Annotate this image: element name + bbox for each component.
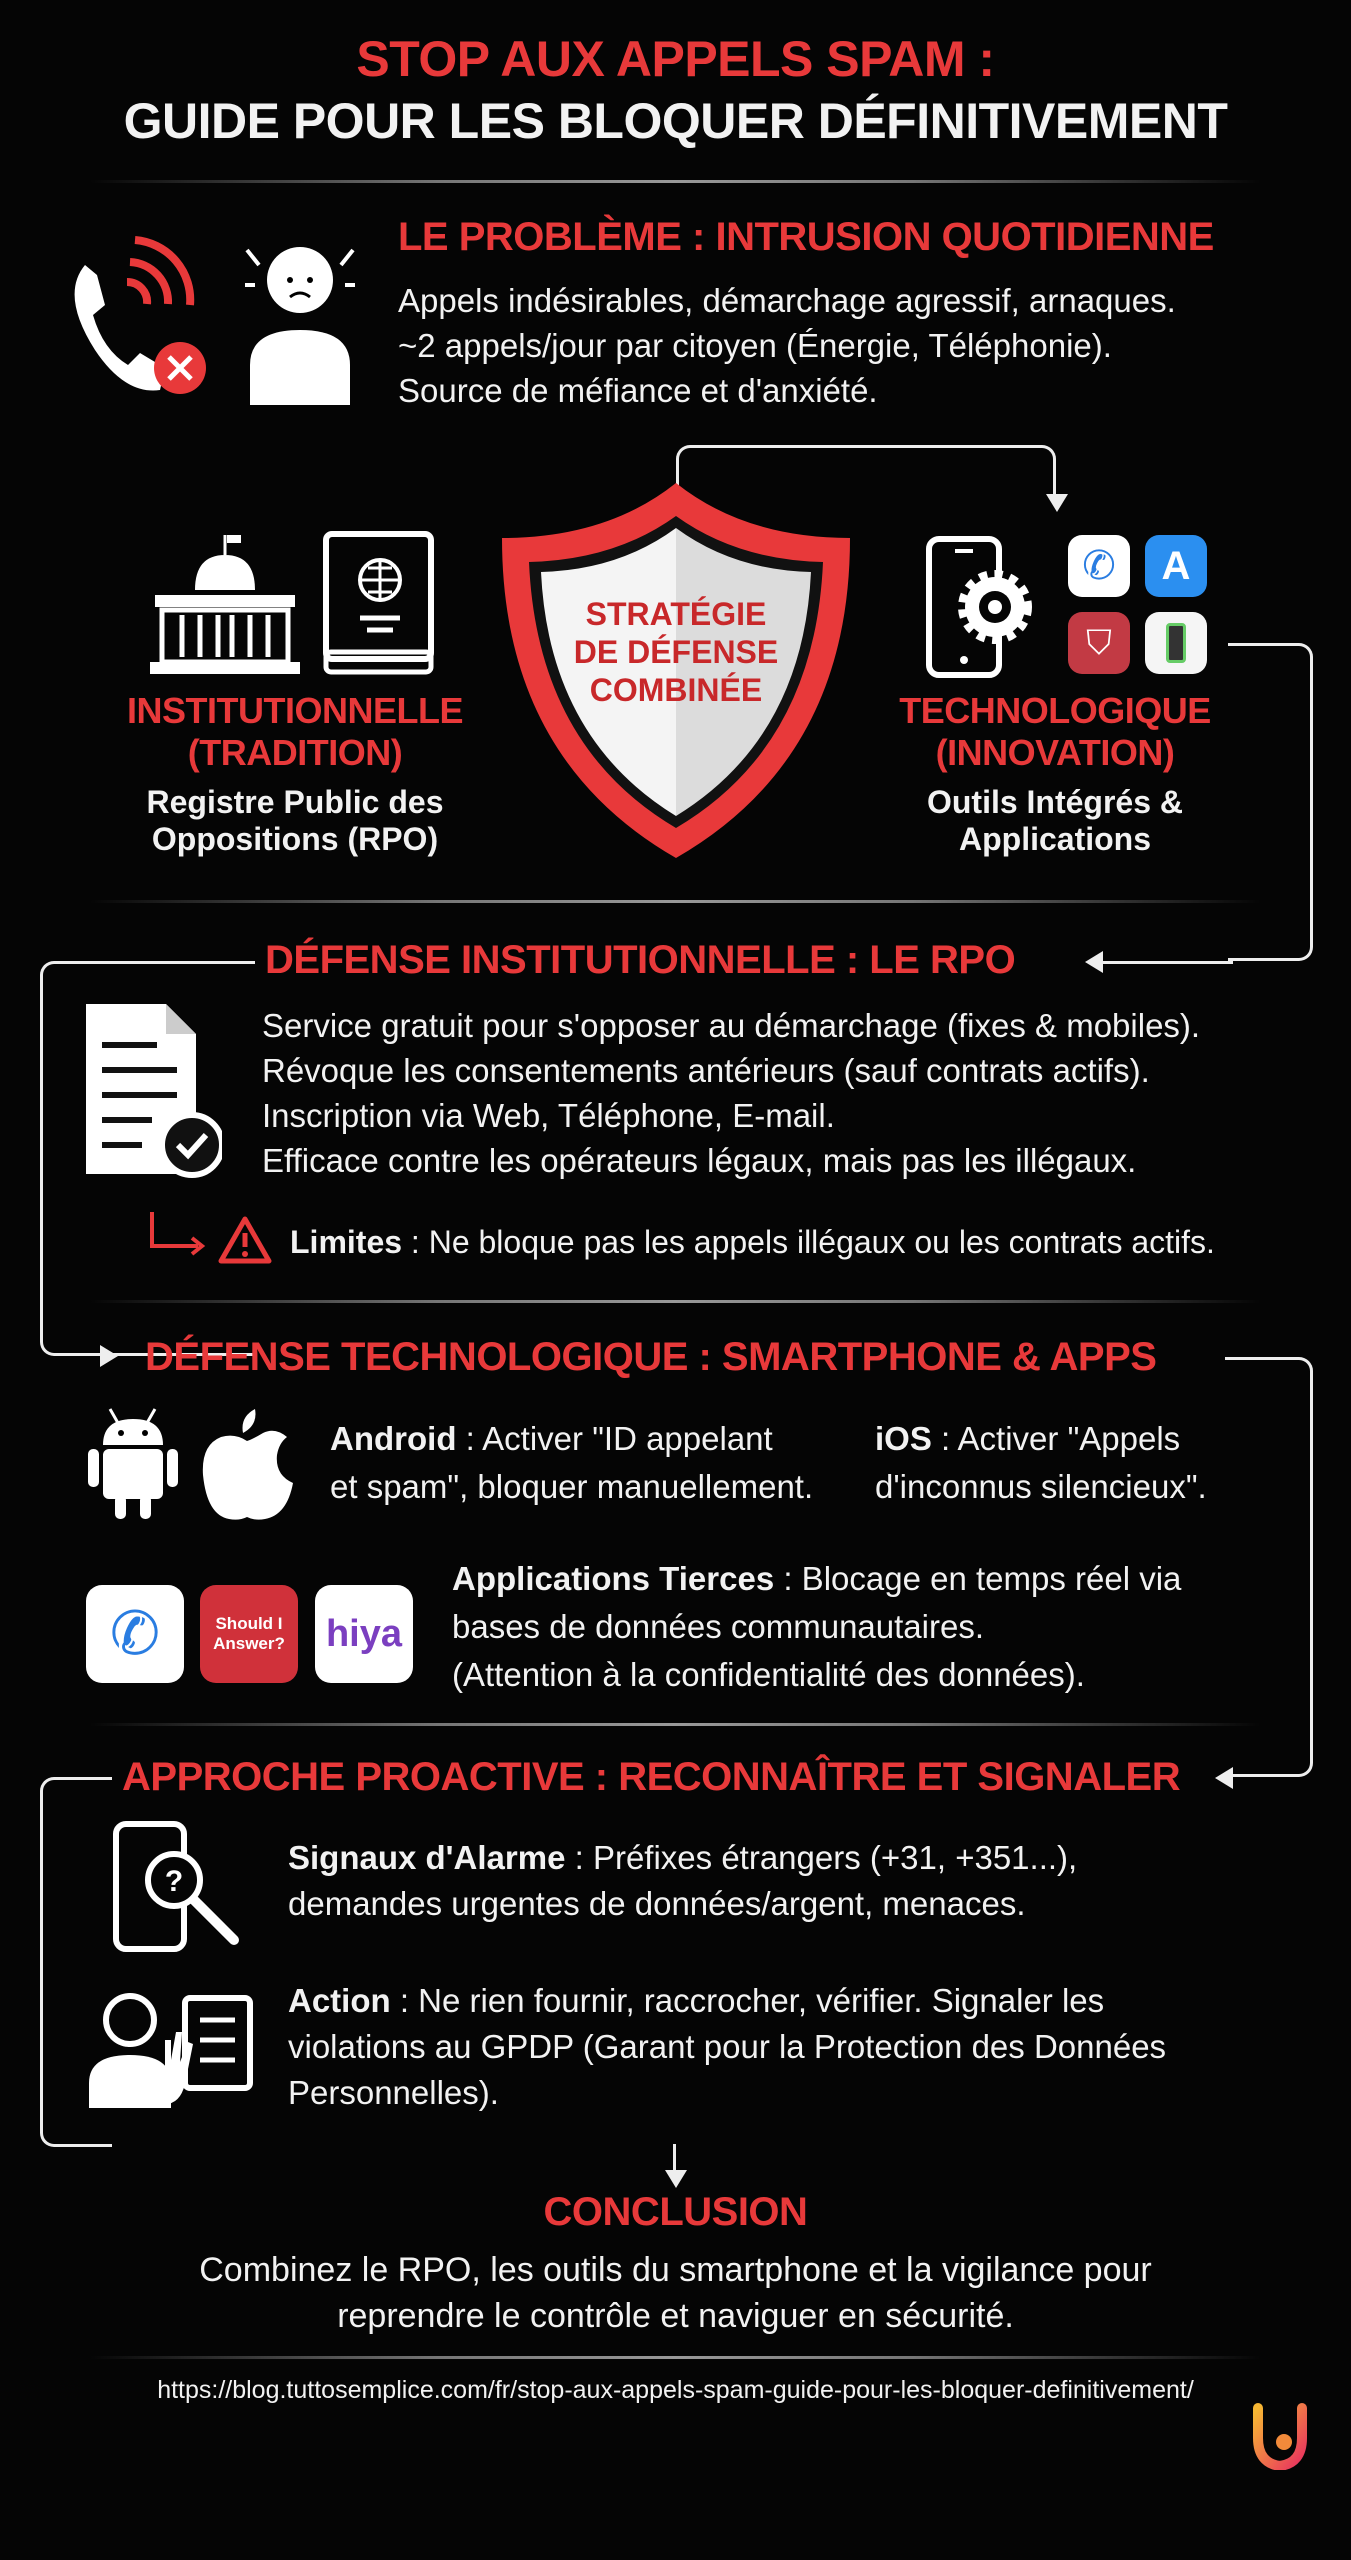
institutional-desc-2: Oppositions (RPO) [151,821,439,857]
connector-line [1103,961,1233,964]
institutional-desc: Registre Public des [146,784,444,820]
action-text-2: violations au GPDP (Garant pour la Protection des Données [288,2028,1167,2065]
ios-label: iOS [875,1420,932,1457]
proactive-heading: APPROCHE PROACTIVE : RECONNAÎTRE ET SIGNALER [122,1755,1181,1799]
rpo-heading: DÉFENSE INSTITUTIONNELLE : LE RPO [265,938,1016,982]
arrow-down-icon [1046,494,1068,512]
warning-icon [218,1215,273,1265]
rpo-line: Service gratuit pour s'opposer au démarchage (fixes & mobiles). [262,1007,1201,1044]
institutional-subtitle: (TRADITION) [187,732,403,773]
android-label: Android [330,1420,457,1457]
divider [90,180,1260,183]
institutional-title: INSTITUTIONNELLE [127,690,463,731]
shield-text: COMBINÉE [589,672,763,708]
ios-text: : Activer "Appels [931,1420,1181,1457]
passport-book-icon [322,530,437,675]
shield-text: DE DÉFENSE [573,634,779,670]
hiya-app-icon [315,1585,413,1683]
arrow-left-icon [1085,951,1103,973]
apps-label: Applications Tierces [452,1560,775,1597]
anxious-person-icon [235,225,365,405]
document-check-icon [82,1000,222,1180]
android-text: : Activer "ID appelant [456,1420,773,1457]
problem-line: ~2 appels/jour par citoyen (Énergie, Téléphonie). [398,327,1112,364]
technological-title: TECHNOLOGIQUE [899,690,1211,731]
divider [90,900,1260,903]
source-url-link[interactable]: https://blog.tuttosemplice.com/fr/stop-aux-appels-spam-guide-pour-les-bloquer-definitivement/ [157,2376,1194,2404]
divider [90,1300,1260,1303]
truecaller-app-icon: ✆ [86,1585,184,1683]
limits-label: Limites [290,1224,403,1260]
problem-line: Source de méfiance et d'anxiété. [398,372,878,409]
call-blocker-app-icon: ⛉ [1068,612,1130,674]
conclusion-heading: CONCLUSION [543,2190,808,2234]
shield-text: STRATÉGIE [585,596,767,632]
conclusion-line: Combinez le RPO, les outils du smartphone et la vigilance pour [199,2251,1152,2289]
limits-text: : Ne bloque pas les appels illégaux ou les contrats actifs. [402,1224,1215,1260]
problem-line: Appels indésirables, démarchage agressif, arnaques. [398,282,1176,319]
arrow-right-icon [100,1345,118,1367]
technological-desc-2: Applications [958,821,1151,857]
divider [90,2356,1260,2359]
arrow-left-icon [1215,1767,1233,1789]
signals-label: Signaux d'Alarme [288,1839,566,1876]
should-i-answer-label: Should I Answer? [213,1614,285,1653]
government-building-icon [150,530,300,675]
action-text-3: Personnelles). [288,2074,499,2111]
apps-text-3: (Attention à la confidentialité des données). [452,1656,1085,1693]
app-store-icon: A [1145,535,1207,597]
connector-line [1228,643,1313,961]
brand-logo-icon [1250,2400,1310,2470]
return-arrow-icon [148,1210,208,1260]
person-report-icon [85,1990,260,2110]
divider [90,1723,1260,1726]
connector-line [1225,1357,1313,1777]
arrow-down-icon [665,2170,687,2188]
phone-app-icon: ✆ [1068,535,1130,597]
apple-icon [200,1405,295,1520]
signals-text: : Préfixes étrangers (+31, +351...), [565,1839,1078,1876]
signals-text-2: demandes urgentes de données/argent, menaces. [288,1885,1026,1922]
action-label: Action [288,1982,391,2019]
problem-heading: LE PROBLÈME : INTRUSION QUOTIDIENNE [398,215,1214,259]
connector-line [40,2144,676,2174]
android-text-2: et spam", bloquer manuellement. [330,1468,814,1505]
technological-desc: Outils Intégrés & [926,784,1184,820]
title-line-2: GUIDE POUR LES BLOQUER DÉFINITIVEMENT [123,93,1228,149]
technological-subtitle: (INNOVATION) [935,732,1175,773]
should-i-answer-app-icon [200,1585,298,1683]
tech-heading: DÉFENSE TECHNOLOGIQUE : SMARTPHONE & APPS [145,1335,1157,1379]
blocked-phone-icon [55,220,215,400]
title-line-1: STOP AUX APPELS SPAM : [356,31,995,87]
conclusion-line: reprendre le contrôle et naviguer en sécurité. [337,2297,1014,2335]
apps-text-2: bases de données communautaires. [452,1608,984,1645]
svg-text:?: ? [164,1865,184,1898]
caller-id-app-icon [1145,612,1207,674]
rpo-line: Révoque les consentements antérieurs (sauf contrats actifs). [262,1052,1150,1089]
apps-text: : Blocage en temps réel via [774,1560,1182,1597]
phone-settings-icon [925,535,1040,680]
phone-search-icon [112,1820,247,1955]
android-icon [85,1405,180,1520]
hiya-label: hiya [325,1612,403,1655]
ios-text-2: d'inconnus silencieux". [875,1468,1207,1505]
rpo-line: Inscription via Web, Téléphone, E-mail. [262,1097,835,1134]
rpo-line: Efficace contre les opérateurs légaux, mais pas les illégaux. [262,1142,1137,1179]
action-text: : Ne rien fournir, raccrocher, vérifier. Signaler les [390,1982,1105,2019]
